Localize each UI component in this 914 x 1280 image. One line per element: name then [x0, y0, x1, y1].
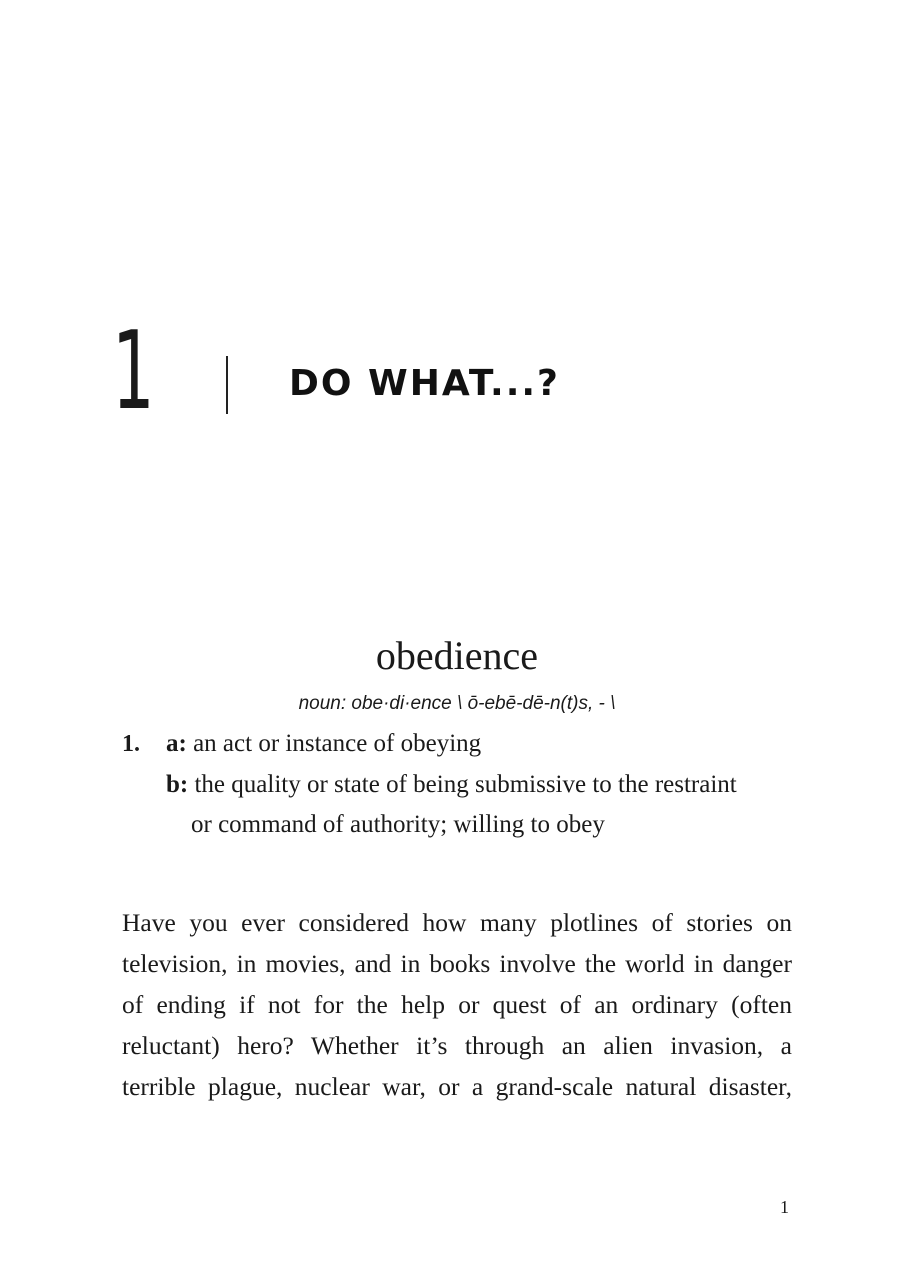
sense-b-text: the quality or state of being submissive to the restraint: [188, 771, 737, 798]
sense-a-tag: a:: [166, 730, 187, 757]
body-line: television, in movies, and in books involve the world in danger: [122, 949, 792, 978]
body-line: terrible plague, nuclear war, or a grand-scale natural disaster,: [122, 1072, 792, 1101]
chapter-divider: [226, 356, 228, 414]
body-line: of ending if not for the help or quest of an ordinary (often: [122, 990, 792, 1019]
sense-a-text: an act or instance of obeying: [186, 730, 482, 757]
sense-b: [166, 765, 737, 805]
sense-number: 1.: [122, 731, 140, 757]
chapter-title: DO WHAT...?: [289, 363, 560, 404]
entry-word: obedience: [375, 633, 539, 678]
pronunciation: noun: obe·di·ence \ ō-ebē-dē-n(t)s, - \: [298, 693, 616, 714]
body-line: reluctant) hero? Whether it’s through an alien invasion, a: [122, 1031, 792, 1060]
sense-b-tag: b:: [166, 771, 189, 798]
sense-b-continuation: or command of authority; willing to obey: [191, 811, 605, 838]
page-number: 1: [780, 1197, 789, 1217]
body-paragraph: [122, 902, 792, 1107]
sense-a: [166, 724, 481, 764]
body-line: Have you ever considered how many plotlines of stories on: [122, 908, 792, 937]
chapter-number: 1: [112, 309, 153, 434]
